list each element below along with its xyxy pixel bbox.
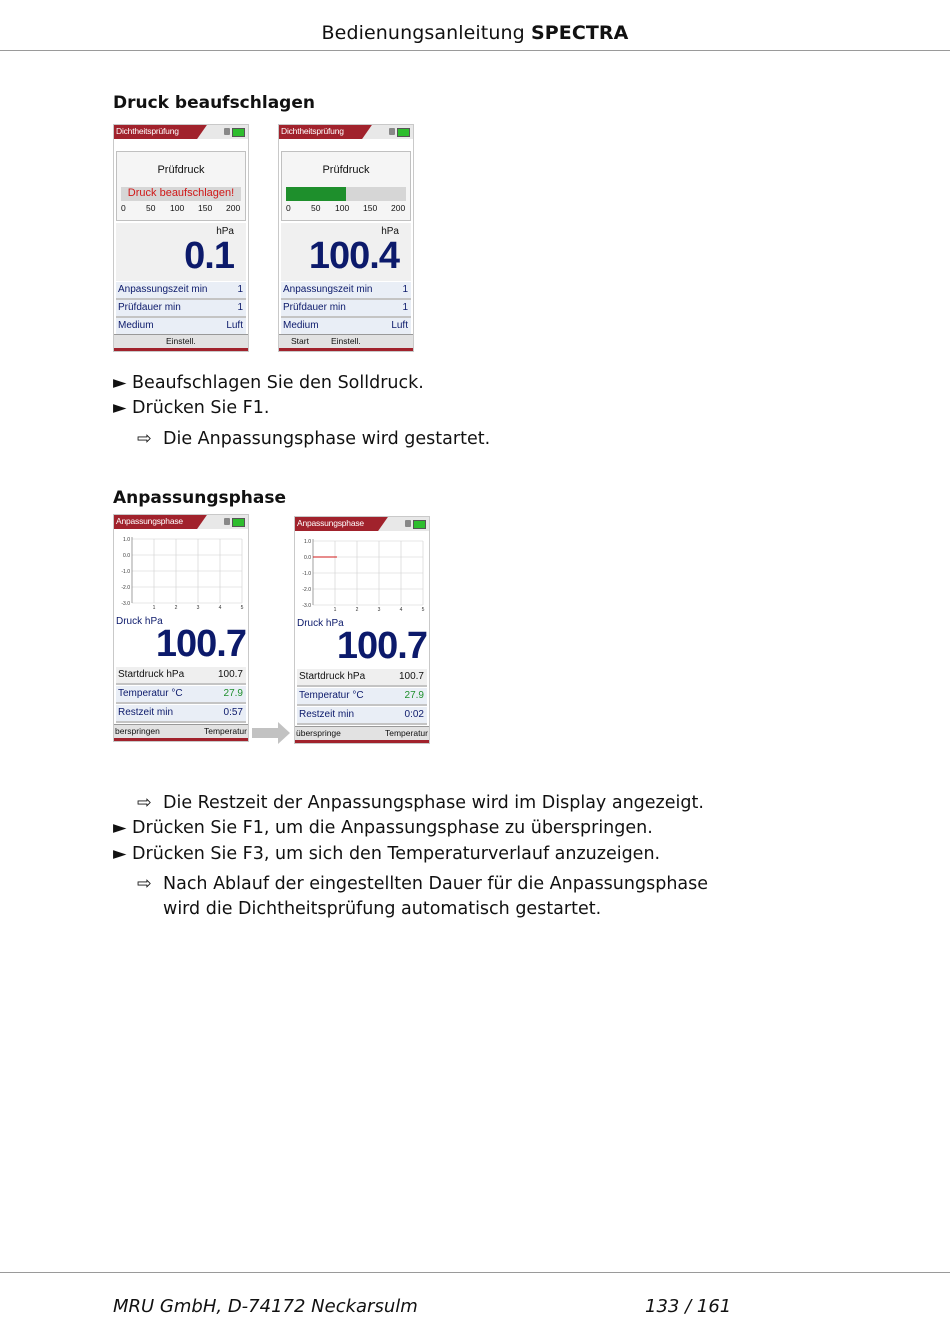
chart-y-tick: -2.0 bbox=[302, 587, 311, 593]
pruefdruck-panel: Prüfdruck Druck beaufschlagen! 0 50 100 150 200 bbox=[116, 151, 246, 221]
page-header bbox=[0, 22, 950, 44]
screen-titlebar bbox=[295, 517, 429, 531]
screen-titlebar bbox=[114, 515, 248, 529]
pruefdruck-panel: Prüfdruck 0 50 100 150 200 bbox=[281, 151, 411, 221]
chart-x-tick: 1 bbox=[333, 607, 337, 613]
battery-icon bbox=[232, 128, 245, 137]
footer-company: MRU GmbH, D-74172 Neckarsulm bbox=[113, 1296, 418, 1317]
result-2: ⇨ Die Restzeit der Anpassungsphase wird im Display angezeigt. bbox=[137, 793, 704, 813]
pressure-value: 100.4 bbox=[308, 235, 399, 277]
chart-x-tick: 5 bbox=[240, 605, 244, 611]
chart-y-tick: -1.0 bbox=[302, 571, 311, 577]
chart-x-tick: 3 bbox=[377, 607, 381, 613]
row-medium[interactable]: Medium Luft bbox=[116, 318, 246, 336]
lock-icon bbox=[405, 520, 411, 527]
section-heading-druck: Druck beaufschlagen bbox=[113, 93, 315, 113]
value-label: Druck hPa bbox=[116, 616, 163, 627]
softkey-f2[interactable]: Einstell. bbox=[331, 336, 361, 346]
footer-page-number: 133 / 161 bbox=[645, 1296, 732, 1317]
battery-icon bbox=[413, 520, 426, 529]
row-anpassungszeit[interactable]: Anpassungszeit min 1 bbox=[116, 282, 246, 300]
pressure-value: 100.7 bbox=[336, 625, 427, 667]
chart-x-tick: 4 bbox=[399, 607, 403, 613]
softkey-bar bbox=[114, 334, 248, 348]
softkey-f1[interactable]: überspringe bbox=[296, 728, 341, 738]
chart-y-tick: -2.0 bbox=[121, 585, 130, 591]
row-temperatur: Temperatur °C 27.9 bbox=[116, 686, 246, 704]
softkey-bar bbox=[114, 724, 248, 738]
header-title-product: SPECTRA bbox=[530, 22, 629, 44]
chart-x-tick: 2 bbox=[174, 605, 178, 611]
row-startdruck: Startdruck hPa 100.7 bbox=[116, 667, 246, 685]
section-heading-anpassung: Anpassungsphase bbox=[113, 488, 287, 508]
row-medium[interactable]: Medium Luft bbox=[281, 318, 411, 336]
row-temperatur: Temperatur °C 27.9 bbox=[297, 688, 427, 706]
step-2: ► Drücken Sie F1. bbox=[113, 398, 270, 418]
adaptation-chart bbox=[297, 533, 427, 615]
step-3: ► Drücken Sie F1, um die Anpassungsphase zu überspringen. bbox=[113, 818, 653, 838]
chart-x-tick: 5 bbox=[421, 607, 425, 613]
chart-y-tick: 0.0 bbox=[304, 555, 311, 561]
chart-y-tick: 1.0 bbox=[123, 537, 130, 543]
pressure-value: 0.1 bbox=[184, 235, 234, 277]
device-screen-1 bbox=[113, 124, 249, 352]
pressure-bar bbox=[286, 187, 406, 201]
screen-title: Dichtheitsprüfung bbox=[116, 126, 179, 136]
softkey-bar bbox=[279, 334, 413, 348]
screen-title: Anpassungsphase bbox=[116, 516, 183, 526]
chart-y-tick: 0.0 bbox=[123, 553, 130, 559]
screen-title: Anpassungsphase bbox=[297, 518, 364, 528]
screen-title: Dichtheitsprüfung bbox=[281, 126, 344, 136]
device-screen-3 bbox=[113, 514, 249, 742]
chart-x-tick: 2 bbox=[355, 607, 359, 613]
chart-y-tick: -3.0 bbox=[121, 601, 130, 607]
lock-icon bbox=[224, 128, 230, 135]
transition-arrow-icon bbox=[252, 722, 292, 744]
step-1: ► Beaufschlagen Sie den Solldruck. bbox=[113, 373, 424, 393]
pressure-bar-fill bbox=[286, 187, 346, 201]
softkey-f1[interactable]: Start bbox=[291, 336, 309, 346]
row-restzeit: Restzeit min 0:02 bbox=[297, 707, 427, 725]
softkey-f3[interactable]: Temperatur bbox=[204, 726, 247, 736]
chart-y-tick: 1.0 bbox=[304, 539, 311, 545]
lock-icon bbox=[389, 128, 395, 135]
chart-y-tick: -3.0 bbox=[302, 603, 311, 609]
footer-rule bbox=[0, 1272, 950, 1273]
lock-icon bbox=[224, 518, 230, 525]
screen-titlebar bbox=[279, 125, 413, 139]
adaptation-chart bbox=[116, 531, 246, 613]
value-area bbox=[281, 223, 411, 281]
chart-x-tick: 4 bbox=[218, 605, 222, 611]
panel-title: Prüfdruck bbox=[157, 164, 205, 176]
screen-titlebar bbox=[114, 125, 248, 139]
softkey-f2[interactable]: Einstell. bbox=[166, 336, 196, 346]
device-screen-2 bbox=[278, 124, 414, 352]
value-area bbox=[116, 223, 246, 281]
battery-icon bbox=[397, 128, 410, 137]
softkey-f1[interactable]: berspringen bbox=[115, 726, 160, 736]
softkey-bar bbox=[295, 726, 429, 740]
header-rule bbox=[0, 50, 950, 51]
pressure-bar bbox=[121, 187, 241, 201]
battery-icon bbox=[232, 518, 245, 527]
chart-x-tick: 1 bbox=[152, 605, 156, 611]
pressure-warning: Druck beaufschlagen! bbox=[127, 187, 235, 199]
row-pruefdauer[interactable]: Prüfdauer min 1 bbox=[281, 300, 411, 318]
chart-x-tick: 3 bbox=[196, 605, 200, 611]
panel-title: Prüfdruck bbox=[322, 164, 370, 176]
value-label: Druck hPa bbox=[297, 618, 344, 629]
row-pruefdauer[interactable]: Prüfdauer min 1 bbox=[116, 300, 246, 318]
result-1: ⇨ Die Anpassungsphase wird gestartet. bbox=[137, 429, 491, 449]
value-unit: hPa bbox=[216, 226, 234, 237]
step-4: ► Drücken Sie F3, um sich den Temperaturverlauf anzuzeigen. bbox=[113, 844, 661, 864]
pressure-value: 100.7 bbox=[155, 623, 246, 665]
row-anpassungszeit[interactable]: Anpassungszeit min 1 bbox=[281, 282, 411, 300]
result-3: ⇨ Nach Ablauf der eingestellten Dauer für die Anpassungsphase bbox=[137, 874, 709, 894]
chart-y-tick: -1.0 bbox=[121, 569, 130, 575]
softkey-f3[interactable]: Temperatur bbox=[385, 728, 428, 738]
header-title-prefix: Bedienungsanleitung bbox=[321, 22, 531, 44]
device-screen-4 bbox=[294, 516, 430, 744]
value-unit: hPa bbox=[381, 226, 399, 237]
result-3-cont: wird die Dichtheitsprüfung automatisch gestartet. bbox=[163, 899, 602, 919]
row-restzeit: Restzeit min 0:57 bbox=[116, 705, 246, 723]
row-startdruck: Startdruck hPa 100.7 bbox=[297, 669, 427, 687]
